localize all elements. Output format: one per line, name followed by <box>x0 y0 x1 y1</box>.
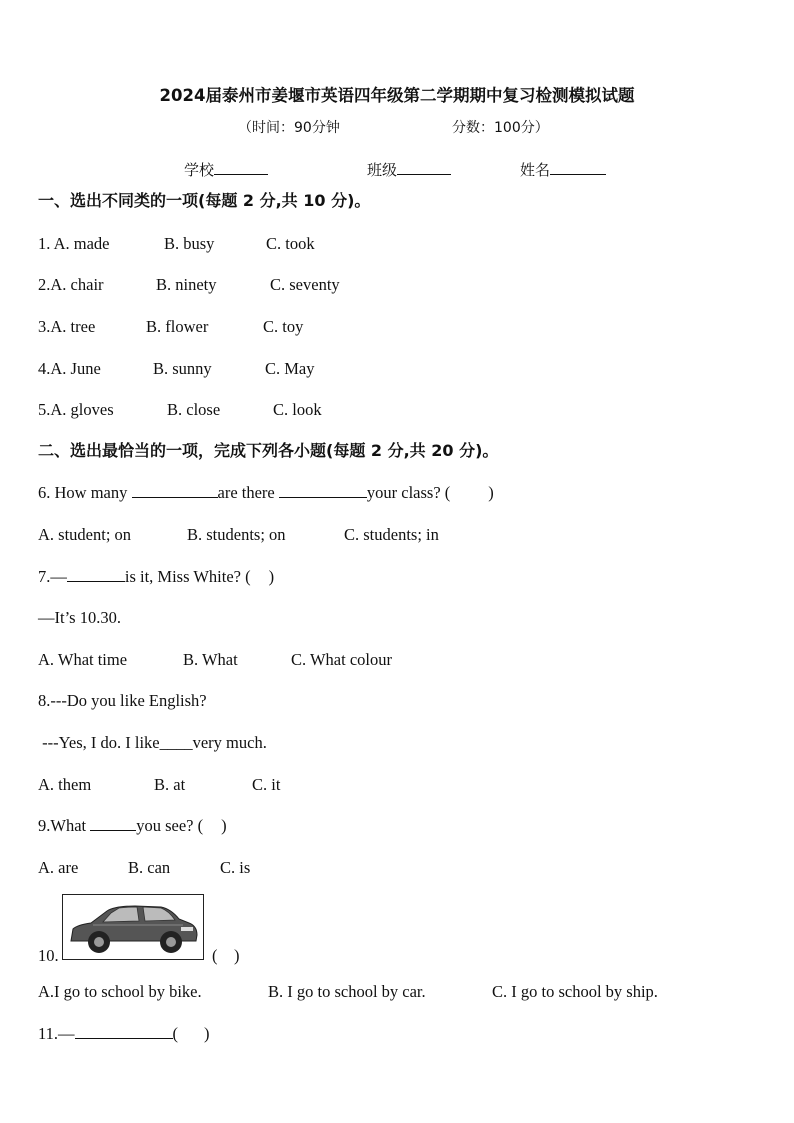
q2-option-a: 2.A. chair <box>38 275 104 294</box>
q4-option-c: C. May <box>265 359 315 378</box>
q8-option-b: B. at <box>154 775 186 794</box>
school-field[interactable]: 学校 <box>184 160 268 180</box>
q10-option-b: B. I go to school by car. <box>268 982 426 1001</box>
q6-option-c: C. students; in <box>344 525 439 544</box>
q5-option-b: B. close <box>167 400 221 419</box>
q8-option-c: C. it <box>252 775 281 794</box>
name-field[interactable]: 姓名 <box>520 160 606 180</box>
q6-option-a: A. student; on <box>38 525 132 544</box>
q8-line1: 8.---Do you like English? <box>38 691 207 710</box>
q6-option-b: B. students; on <box>187 525 286 544</box>
q4-option-a: 4.A. June <box>38 359 101 378</box>
section-1-heading: 一、选出不同类的一项(每题 2 分,共 10 分)。 <box>38 191 371 210</box>
q5-option-a: 5.A. gloves <box>38 400 114 419</box>
q7-option-a: A. What time <box>38 650 128 669</box>
q1-option-b: B. busy <box>164 234 215 253</box>
car-icon <box>63 895 203 959</box>
q11-stem: 11.— ( ) <box>38 1024 210 1043</box>
q2-option-c: C. seventy <box>270 275 340 294</box>
q9-option-c: C. is <box>220 858 251 877</box>
q4-option-b: B. sunny <box>153 359 212 378</box>
q10-number: 10. <box>38 946 59 965</box>
q10-paren: ( ) <box>212 946 240 965</box>
q7-stem: 7.— is it, Miss White? ( ) <box>38 567 275 586</box>
exam-score: 分数：100分） <box>452 120 549 136</box>
q3-option-b: B. flower <box>146 317 209 336</box>
q9-option-b: B. can <box>128 858 171 877</box>
q2-option-b: B. ninety <box>156 275 217 294</box>
class-field[interactable]: 班级 <box>367 160 451 180</box>
q9-stem: 9.What you see? ( ) <box>38 816 227 835</box>
q10-option-c: C. I go to school by ship. <box>492 982 658 1001</box>
q7-option-b: B. What <box>183 650 238 669</box>
q10-option-a: A.I go to school by bike. <box>38 982 202 1001</box>
q3-option-a: 3.A. tree <box>38 317 96 336</box>
q7-option-c: C. What colour <box>291 650 392 669</box>
q8-line2: ---Yes, I do. I like____very much. <box>38 733 267 752</box>
q8-option-a: A. them <box>38 775 92 794</box>
section-2-heading: 二、选出最恰当的一项，完成下列各小题(每题 2 分,共 20 分)。 <box>38 441 499 460</box>
page-title: 2024届泰州市姜堰市英语四年级第二学期期中复习检测模拟试题 <box>159 86 635 105</box>
q6-stem: 6. How many are there your class? ( ) <box>38 483 494 502</box>
q1-option-c: C. took <box>266 234 315 253</box>
q5-option-c: C. look <box>273 400 322 419</box>
q3-option-c: C. toy <box>263 317 304 336</box>
q1-option-a: 1. A. made <box>38 234 110 253</box>
q7-reply: —It’s 10.30. <box>38 608 121 627</box>
exam-time: （时间：90分钟 <box>238 120 340 136</box>
q9-option-a: A. are <box>38 858 79 877</box>
car-image <box>62 894 204 960</box>
